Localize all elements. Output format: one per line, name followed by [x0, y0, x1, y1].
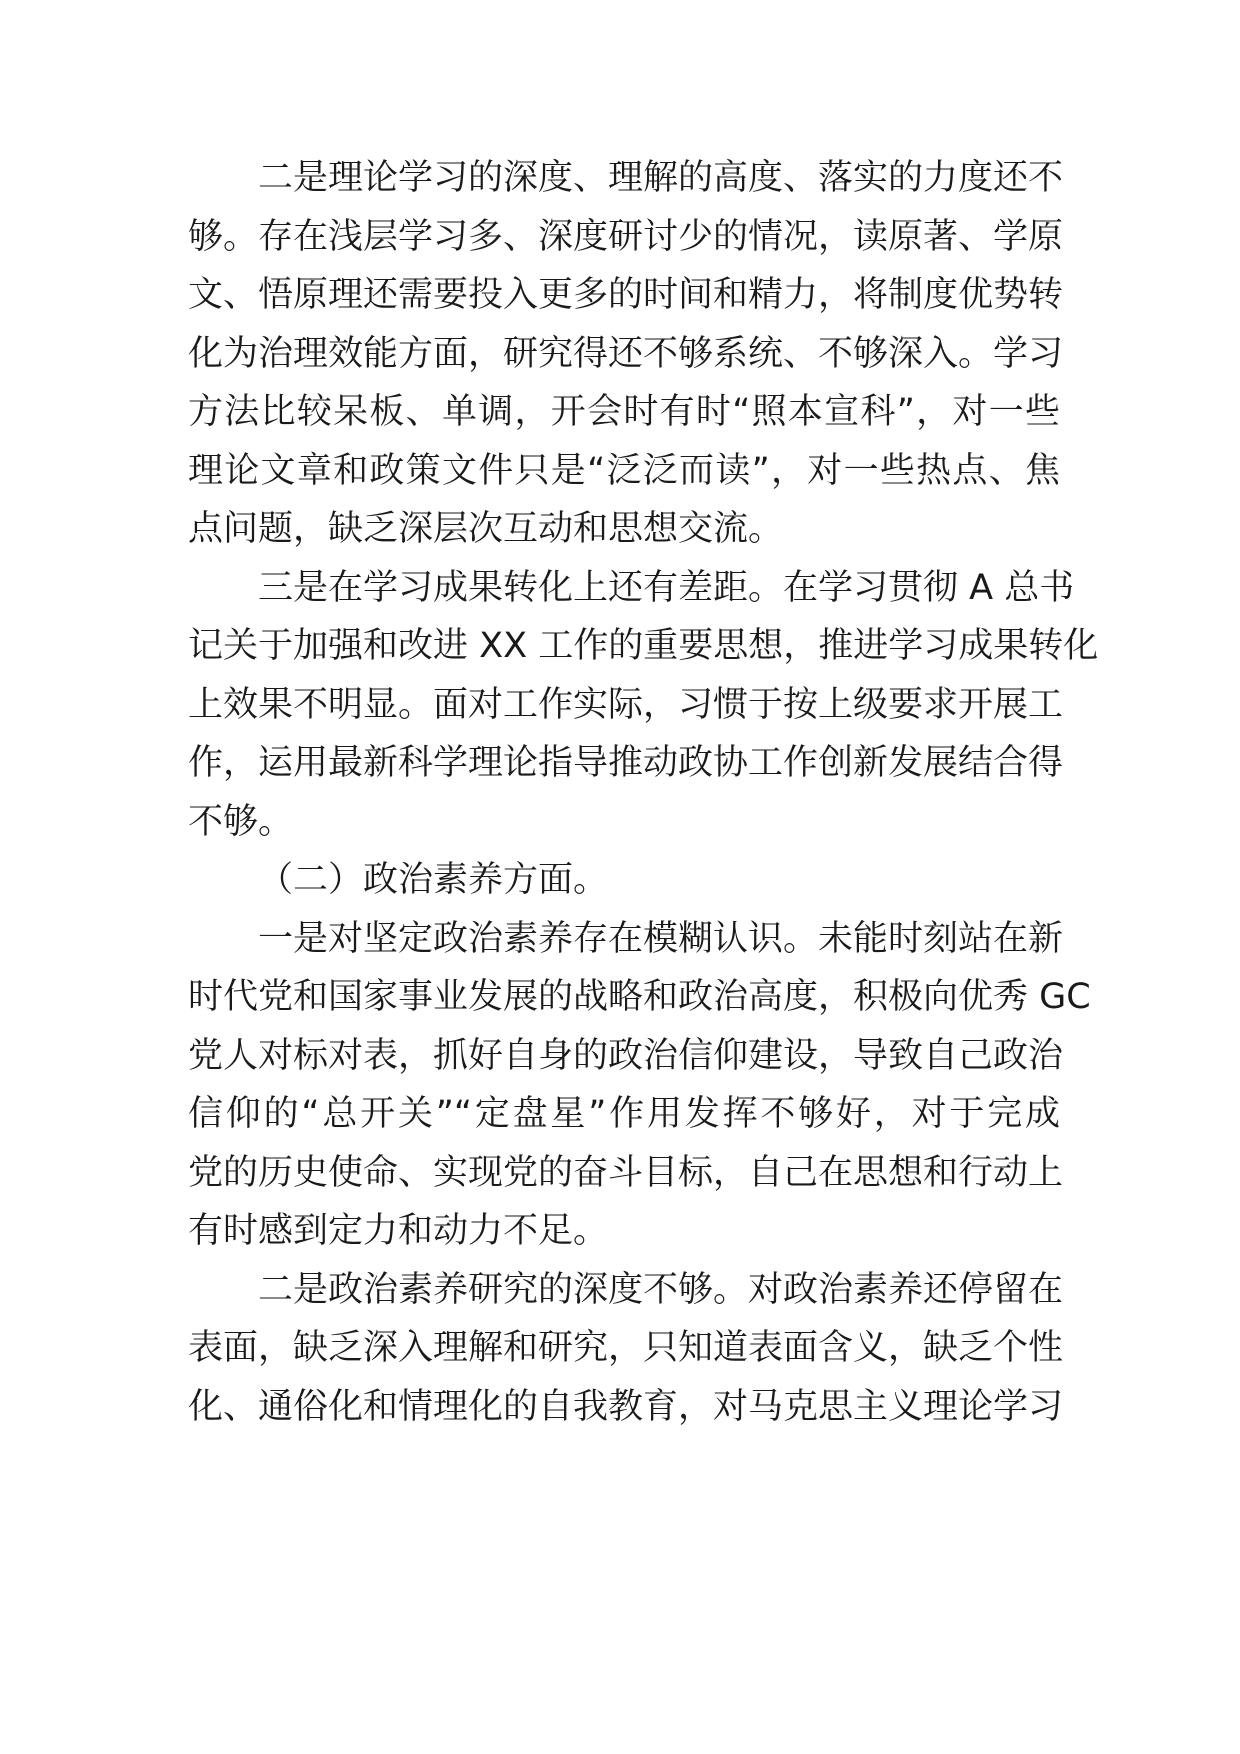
paragraph-line: 党人对标对表，抓好自身的政治信仰建设，导致自己政治	[188, 1036, 1064, 1076]
paragraph-line: 理论文章和政策文件只是“泛泛而读”，对一些热点、焦	[188, 451, 1060, 491]
paragraph-line: 够。存在浅层学习多、深度研讨少的情况，读原著、学原	[188, 217, 1064, 257]
paragraph-line: 党的历史使命、实现党的奋斗目标，自己在思想和行动上	[188, 1153, 1064, 1193]
paragraph-line: 不够。	[188, 802, 294, 842]
paragraph-line: 二是政治素养研究的深度不够。对政治素养还停留在	[258, 1270, 1064, 1310]
paragraph-line: 记关于加强和改进 XX 工作的重要思想，推进学习成果转化	[188, 626, 1099, 666]
paragraph-line: 作，运用最新科学理论指导推动政协工作创新发展结合得	[188, 743, 1064, 783]
paragraph-line: 时代党和国家事业发展的战略和政治高度，积极向优秀 GC	[188, 977, 1091, 1017]
paragraph-line: 化为治理效能方面，研究得还不够系统、不够深入。学习	[188, 334, 1064, 374]
paragraph-line: 方法比较呆板、单调，开会时有时“照本宣科”，对一些	[188, 392, 1060, 432]
paragraph-line: 化、通俗化和情理化的自我教育，对马克思主义理论学习	[188, 1387, 1064, 1427]
paragraph-line: 二是理论学习的深度、理解的高度、落实的力度还不	[258, 158, 1064, 198]
paragraph-line: 三是在学习成果转化上还有差距。在学习贯彻 A 总书	[258, 568, 1075, 608]
paragraph-line: 上效果不明显。面对工作实际，习惯于按上级要求开展工	[188, 685, 1064, 725]
paragraph-line: 文、悟原理还需要投入更多的时间和精力，将制度优势转	[188, 275, 1064, 315]
paragraph-line: 有时感到定力和动力不足。	[188, 1211, 609, 1251]
paragraph-line: 点问题，缺乏深层次互动和思想交流。	[188, 509, 784, 549]
paragraph-line: 一是对坚定政治素养存在模糊认识。未能时刻站在新	[258, 919, 1064, 959]
section-heading: （二）政治素养方面。	[258, 860, 609, 900]
paragraph-line: 信仰的“总开关”“定盘星”作用发挥不够好，对于完成	[188, 1094, 1060, 1134]
paragraph-line: 表面，缺乏深入理解和研究，只知道表面含义，缺乏个性	[188, 1328, 1064, 1368]
